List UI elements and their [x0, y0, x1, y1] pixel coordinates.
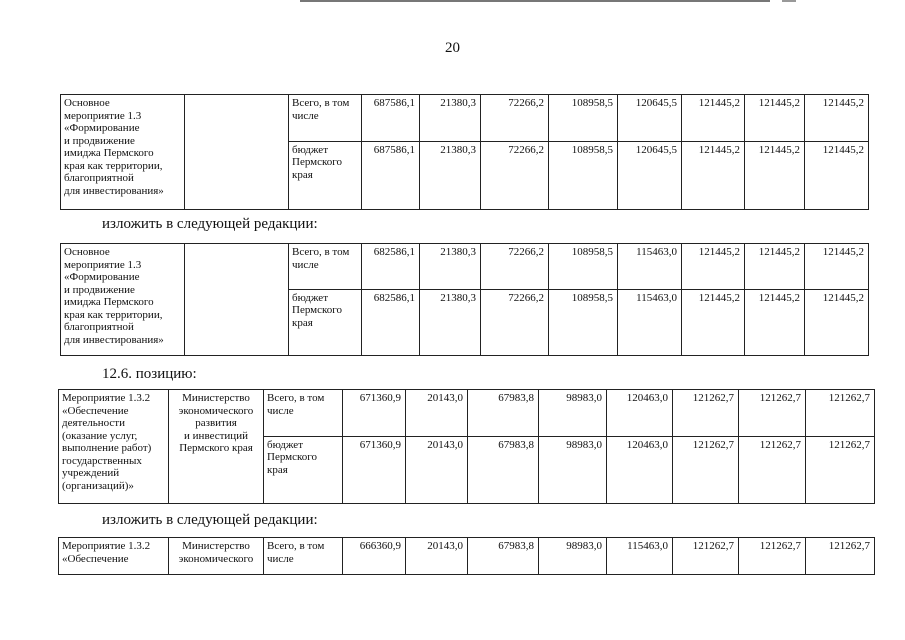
amount-cell: 121262,7: [673, 436, 739, 503]
measure-name-line: Основное: [64, 97, 110, 109]
measure-name-line: «Формирование: [64, 271, 140, 283]
funding-source-line: края: [292, 316, 313, 329]
amount-cell: 121445,2: [805, 289, 869, 355]
amount-cell: 121445,2: [805, 141, 869, 209]
amount-cell: 108958,5: [549, 95, 618, 142]
amount-cell: 115463,0: [618, 289, 682, 355]
amount-cell: 121262,7: [806, 538, 875, 575]
amount-cell: 121445,2: [682, 244, 745, 290]
measure-name-line: (организаций)»: [62, 479, 134, 492]
measure-name-line: Основное: [64, 246, 110, 258]
measure-name-cell: [59, 390, 169, 504]
funding-source-line: края: [267, 463, 288, 476]
amount-cell: 108958,5: [549, 244, 618, 290]
measure-name-line: края как территории,: [64, 159, 163, 172]
amount-cell: 671360,9: [343, 390, 406, 437]
amount-cell: 121445,2: [682, 289, 745, 355]
measure-name-line: мероприятие 1.3: [64, 109, 142, 122]
executor-cell: [169, 390, 264, 504]
amount-cell: 20143,0: [406, 436, 468, 503]
measure-name-cell: [61, 95, 185, 210]
amount-cell: 20143,0: [406, 390, 468, 437]
measure-name-cell: [61, 244, 185, 356]
funding-source-cell: [289, 289, 362, 355]
budget-table-new-1-3: [60, 243, 869, 356]
measure-name-line: учреждений: [62, 467, 120, 479]
budget-table-old-1-3-2: [58, 389, 875, 504]
edit-heading-1: изложить в следующей редакции:: [102, 216, 318, 232]
measure-name-cell: [59, 538, 169, 575]
funding-source-line: числе: [292, 258, 319, 271]
funding-source-cell: [264, 390, 343, 437]
amount-cell: 121262,7: [806, 390, 875, 437]
table-row: [61, 244, 869, 290]
funding-source-cell: [289, 141, 362, 209]
budget-table-old-1-3: [60, 94, 869, 210]
measure-name-line: (оказание услуг,: [62, 429, 138, 442]
funding-source-line: Пермского: [292, 156, 343, 169]
measure-name-line: «Обеспечение: [62, 404, 129, 417]
measure-name-line: и продвижение: [64, 134, 135, 147]
funding-source-line: Всего, в том: [292, 97, 350, 109]
amount-cell: 67983,8: [468, 390, 539, 437]
amount-cell: 20143,0: [406, 538, 468, 575]
amount-cell: 671360,9: [343, 436, 406, 503]
funding-source-line: бюджет: [292, 291, 328, 304]
measure-name-line: имиджа Пермского: [64, 296, 154, 308]
amount-cell: 67983,8: [468, 436, 539, 503]
amount-cell: 121262,7: [806, 436, 875, 503]
measure-name-line: деятельности: [62, 417, 125, 429]
executor-cell: [185, 95, 289, 210]
amount-cell: 121445,2: [745, 289, 805, 355]
page-number: 20: [445, 40, 460, 56]
edit-heading-2: изложить в следующей редакции:: [102, 512, 318, 528]
amount-cell: 120645,5: [618, 95, 682, 142]
measure-name-line: края как территории,: [64, 308, 163, 321]
amount-cell: 72266,2: [481, 244, 549, 290]
funding-source-line: Всего, в том: [267, 392, 325, 404]
amount-cell: 121445,2: [805, 244, 869, 290]
funding-source-cell: [289, 95, 362, 142]
amount-cell: 21380,3: [420, 244, 481, 290]
amount-cell: 121445,2: [745, 95, 805, 142]
amount-cell: 115463,0: [618, 244, 682, 290]
top-border-line: [300, 0, 770, 2]
funding-source-line: Всего, в том: [292, 246, 350, 258]
funding-source-line: числе: [292, 109, 319, 122]
executor-line: развития: [195, 417, 237, 429]
amount-cell: 687586,1: [362, 141, 420, 209]
amount-cell: 121262,7: [673, 538, 739, 575]
amount-cell: 72266,2: [481, 141, 549, 209]
amount-cell: 121262,7: [739, 390, 806, 437]
amount-cell: 72266,2: [481, 289, 549, 355]
amount-cell: 121445,2: [745, 244, 805, 290]
funding-source-line: Пермского: [292, 304, 343, 317]
funding-source-line: числе: [267, 404, 294, 417]
funding-source-line: края: [292, 168, 313, 181]
amount-cell: 121262,7: [739, 538, 806, 575]
executor-line: Пермского края: [179, 442, 253, 454]
measure-name-line: имиджа Пермского: [64, 147, 154, 159]
amount-cell: 120645,5: [618, 141, 682, 209]
amount-cell: 682586,1: [362, 244, 420, 290]
executor-line: экономического: [178, 404, 254, 417]
measure-name-line: выполнение работ): [62, 442, 152, 454]
measure-name-line: благоприятной: [64, 321, 134, 333]
funding-source-cell: [289, 244, 362, 290]
funding-source-cell: [264, 436, 343, 503]
budget-table-new-1-3-2: [58, 537, 875, 575]
amount-cell: 108958,5: [549, 141, 618, 209]
table-row: [59, 538, 875, 575]
amount-cell: 121445,2: [682, 95, 745, 142]
measure-name-line: «Обеспечение: [62, 552, 129, 565]
amount-cell: 121445,2: [682, 141, 745, 209]
amount-cell: 21380,3: [420, 289, 481, 355]
top-border-mark: [782, 0, 796, 2]
funding-source-line: числе: [267, 552, 294, 565]
funding-source-line: бюджет: [292, 143, 328, 156]
funding-source-line: Пермского: [267, 451, 318, 464]
measure-name-line: «Формирование: [64, 122, 140, 134]
amount-cell: 98983,0: [539, 436, 607, 503]
measure-name-line: благоприятной: [64, 172, 134, 184]
executor-line: Министерство: [182, 392, 250, 404]
amount-cell: 72266,2: [481, 95, 549, 142]
table-row: [59, 390, 875, 437]
table-row: [61, 95, 869, 142]
position-heading-12-6: 12.6. позицию:: [102, 366, 197, 382]
amount-cell: 21380,3: [420, 95, 481, 142]
amount-cell: 687586,1: [362, 95, 420, 142]
executor-line: Министерство: [182, 540, 250, 552]
amount-cell: 121262,7: [739, 436, 806, 503]
amount-cell: 666360,9: [343, 538, 406, 575]
amount-cell: 67983,8: [468, 538, 539, 575]
amount-cell: 108958,5: [549, 289, 618, 355]
funding-source-line: Всего, в том: [267, 540, 325, 552]
executor-cell: [169, 538, 264, 575]
amount-cell: 120463,0: [607, 436, 673, 503]
measure-name-line: Мероприятие 1.3.2: [62, 392, 151, 404]
measure-name-line: для инвестирования»: [64, 333, 164, 346]
measure-name-line: мероприятие 1.3: [64, 258, 142, 271]
measure-name-line: для инвестирования»: [64, 184, 164, 197]
amount-cell: 121445,2: [745, 141, 805, 209]
amount-cell: 121445,2: [805, 95, 869, 142]
amount-cell: 121262,7: [673, 390, 739, 437]
amount-cell: 21380,3: [420, 141, 481, 209]
measure-name-line: Мероприятие 1.3.2: [62, 540, 151, 552]
amount-cell: 120463,0: [607, 390, 673, 437]
funding-source-cell: [264, 538, 343, 575]
amount-cell: 98983,0: [539, 538, 607, 575]
amount-cell: 115463,0: [607, 538, 673, 575]
amount-cell: 98983,0: [539, 390, 607, 437]
measure-name-line: и продвижение: [64, 283, 135, 296]
amount-cell: 682586,1: [362, 289, 420, 355]
executor-line: и инвестиций: [184, 429, 248, 442]
executor-line: экономического: [178, 552, 254, 565]
measure-name-line: государственных: [62, 454, 142, 467]
funding-source-line: бюджет: [267, 438, 303, 451]
executor-cell: [185, 244, 289, 356]
